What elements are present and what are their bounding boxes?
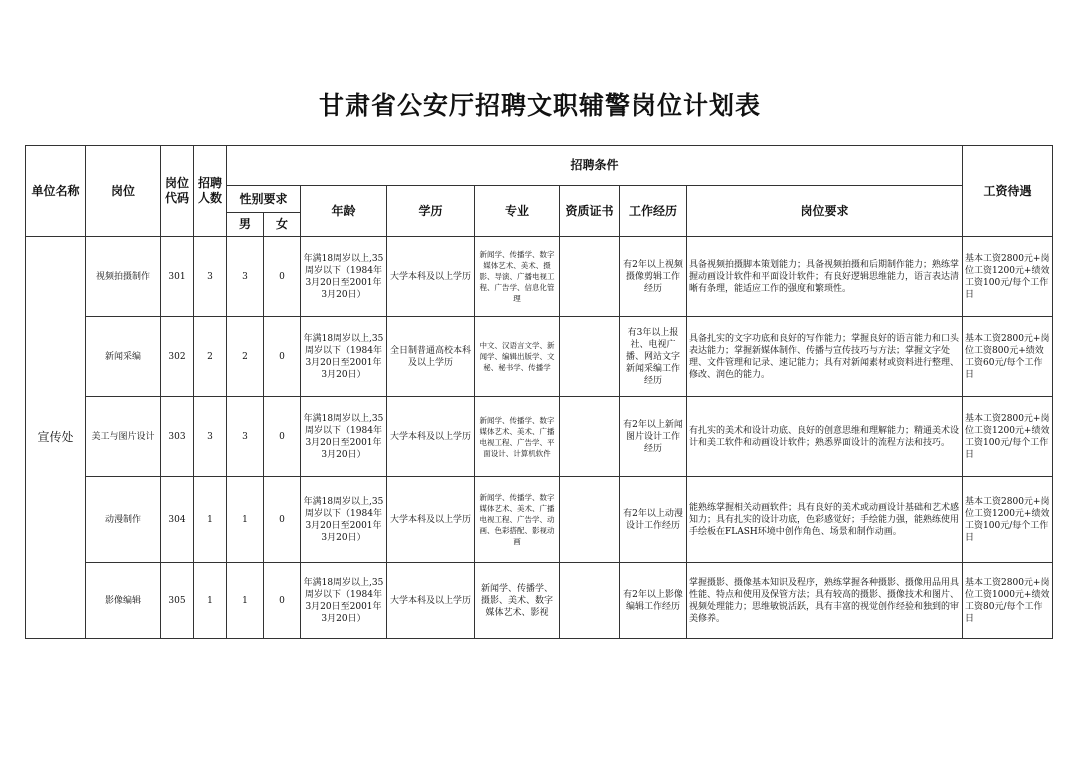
- header-age: 年龄: [301, 186, 387, 237]
- exp-cell: 有2年以上动漫设计工作经历: [620, 477, 687, 563]
- salary-cell: 基本工资2800元+岗位工资800元+绩效工资60元/每个工作日: [963, 317, 1053, 397]
- header-unit: 单位名称: [26, 146, 86, 237]
- num-cell: 3: [194, 237, 227, 317]
- edu-cell: 大学本科及以上学历: [387, 563, 475, 639]
- header-salary: 工资待遇: [963, 146, 1053, 237]
- salary-cell: 基本工资2800元+岗位工资1200元+绩效工资100元/每个工作日: [963, 477, 1053, 563]
- major-cell: 中文、汉语言文学、新闻学、编辑出版学、文秘、秘书学、传播学: [475, 317, 560, 397]
- header-major: 专业: [475, 186, 560, 237]
- female-cell: 0: [264, 477, 301, 563]
- num-cell: 1: [194, 477, 227, 563]
- recruitment-table: [25, 145, 1053, 639]
- table-row: [26, 237, 1053, 317]
- header-edu: 学历: [387, 186, 475, 237]
- female-cell: 0: [264, 317, 301, 397]
- post-cell: 动漫制作: [86, 477, 161, 563]
- req-cell: 具备扎实的文字功底和良好的写作能力；掌握良好的语言能力和口头表达能力；掌握新媒体制作、传播与宣传技巧与方法；掌握文字处理、文件管理和记录、速记能力；具有对新闻素材或资料进行整理、修改、润色的能力。: [687, 317, 963, 397]
- header-req: 岗位要求: [687, 186, 963, 237]
- header-cert: 资质证书: [560, 186, 620, 237]
- cert-cell: [560, 397, 620, 477]
- age-cell: 年满18周岁以上,35周岁以下（1984年3月20日至2001年3月20日）: [301, 317, 387, 397]
- edu-cell: 大学本科及以上学历: [387, 477, 475, 563]
- age-cell: 年满18周岁以上,35周岁以下（1984年3月20日至2001年3月20日）: [301, 237, 387, 317]
- exp-cell: 有2年以上新闻图片设计工作经历: [620, 397, 687, 477]
- age-cell: 年满18周岁以上,35周岁以下（1984年3月20日至2001年3月20日）: [301, 477, 387, 563]
- exp-cell: 有2年以上影像编辑工作经历: [620, 563, 687, 639]
- salary-cell: 基本工资2800元+岗位工资1000元+绩效工资80元/每个工作日: [963, 563, 1053, 639]
- edu-cell: 大学本科及以上学历: [387, 397, 475, 477]
- table-row: [26, 317, 1053, 397]
- female-cell: 0: [264, 237, 301, 317]
- num-cell: 3: [194, 397, 227, 477]
- female-cell: 0: [264, 563, 301, 639]
- cert-cell: [560, 237, 620, 317]
- post-cell: 美工与图片设计: [86, 397, 161, 477]
- salary-cell: 基本工资2800元+岗位工资1200元+绩效工资100元/每个工作日: [963, 397, 1053, 477]
- num-cell: 2: [194, 317, 227, 397]
- major-cell: 新闻学、传播学、数字媒体艺术、美术、广播电视工程、广告学、平面设计、计算机软件: [475, 397, 560, 477]
- male-cell: 2: [227, 317, 264, 397]
- num-cell: 1: [194, 563, 227, 639]
- post-cell: 影像编辑: [86, 563, 161, 639]
- cert-cell: [560, 317, 620, 397]
- table-row: [26, 563, 1053, 639]
- table-row: [26, 397, 1053, 477]
- female-cell: 0: [264, 397, 301, 477]
- code-cell: 304: [161, 477, 194, 563]
- header-conditions: 招聘条件: [227, 146, 963, 186]
- code-cell: 305: [161, 563, 194, 639]
- major-cell: 新闻学、传播学、数字媒体艺术、美术、摄影、导演、广播电视工程、广告学、信息化管理: [475, 237, 560, 317]
- department-cell: 宣传处: [26, 237, 86, 639]
- header-post: 岗位: [86, 146, 161, 237]
- post-cell: 视频拍摄制作: [86, 237, 161, 317]
- male-cell: 3: [227, 397, 264, 477]
- header-num: 招聘人数: [194, 146, 227, 237]
- male-cell: 3: [227, 237, 264, 317]
- code-cell: 303: [161, 397, 194, 477]
- header-exp: 工作经历: [620, 186, 687, 237]
- page-title: 甘肃省公安厅招聘文职辅警岗位计划表: [318, 91, 761, 120]
- header-code: 岗位代码: [161, 146, 194, 237]
- header-male: 男: [227, 213, 264, 237]
- edu-cell: 大学本科及以上学历: [387, 237, 475, 317]
- table-row: [26, 477, 1053, 563]
- header-row-1: [26, 146, 1053, 186]
- exp-cell: 有2年以上视频摄像剪辑工作经历: [620, 237, 687, 317]
- male-cell: 1: [227, 477, 264, 563]
- req-cell: 掌握摄影、摄像基本知识及程序，熟练掌握各种摄影、摄像用品用具性能、特点和使用及保管方法；具有较高的摄影、摄像技术和图片、视频处理能力；思维敏锐活跃，具有丰富的视觉创作经验和独到的审美修养。: [687, 563, 963, 639]
- cert-cell: [560, 477, 620, 563]
- req-cell: 能熟练掌握相关动画软件；具有良好的美术或动画设计基础和艺术感知力；具有扎实的设计功底，色彩感觉好；手绘能力强，能熟练使用手绘板在FLASH环境中创作角色、场景和制作动画。: [687, 477, 963, 563]
- cert-cell: [560, 563, 620, 639]
- header-female: 女: [264, 213, 301, 237]
- age-cell: 年满18周岁以上,35周岁以下（1984年3月20日至2001年3月20日）: [301, 563, 387, 639]
- code-cell: 301: [161, 237, 194, 317]
- header-gender: 性别要求: [227, 186, 301, 213]
- code-cell: 302: [161, 317, 194, 397]
- major-cell: 新闻学、传播学、摄影、美术、数字媒体艺术、影视: [475, 563, 560, 639]
- exp-cell: 有3年以上报社、电视广播、网站文字新闻采编工作经历: [620, 317, 687, 397]
- req-cell: 有扎实的美术和设计功底、良好的创意思维和理解能力；精通美术设计和美工软件和动画设计软件；熟悉界面设计的流程方法和技巧。: [687, 397, 963, 477]
- edu-cell: 全日制普通高校本科及以上学历: [387, 317, 475, 397]
- male-cell: 1: [227, 563, 264, 639]
- post-cell: 新闻采编: [86, 317, 161, 397]
- age-cell: 年满18周岁以上,35周岁以下（1984年3月20日至2001年3月20日）: [301, 397, 387, 477]
- major-cell: 新闻学、传播学、数字媒体艺术、美术、广播电视工程、广告学、动画、色彩搭配、影视动画: [475, 477, 560, 563]
- req-cell: 具备视频拍摄脚本策划能力；具备视频拍摄和后期制作能力；熟练掌握动画设计软件和平面设计软件；有良好逻辑思维能力，语言表达清晰有条理，能适应工作的强度和繁琐性。: [687, 237, 963, 317]
- salary-cell: 基本工资2800元+岗位工资1200元+绩效工资100元/每个工作日: [963, 237, 1053, 317]
